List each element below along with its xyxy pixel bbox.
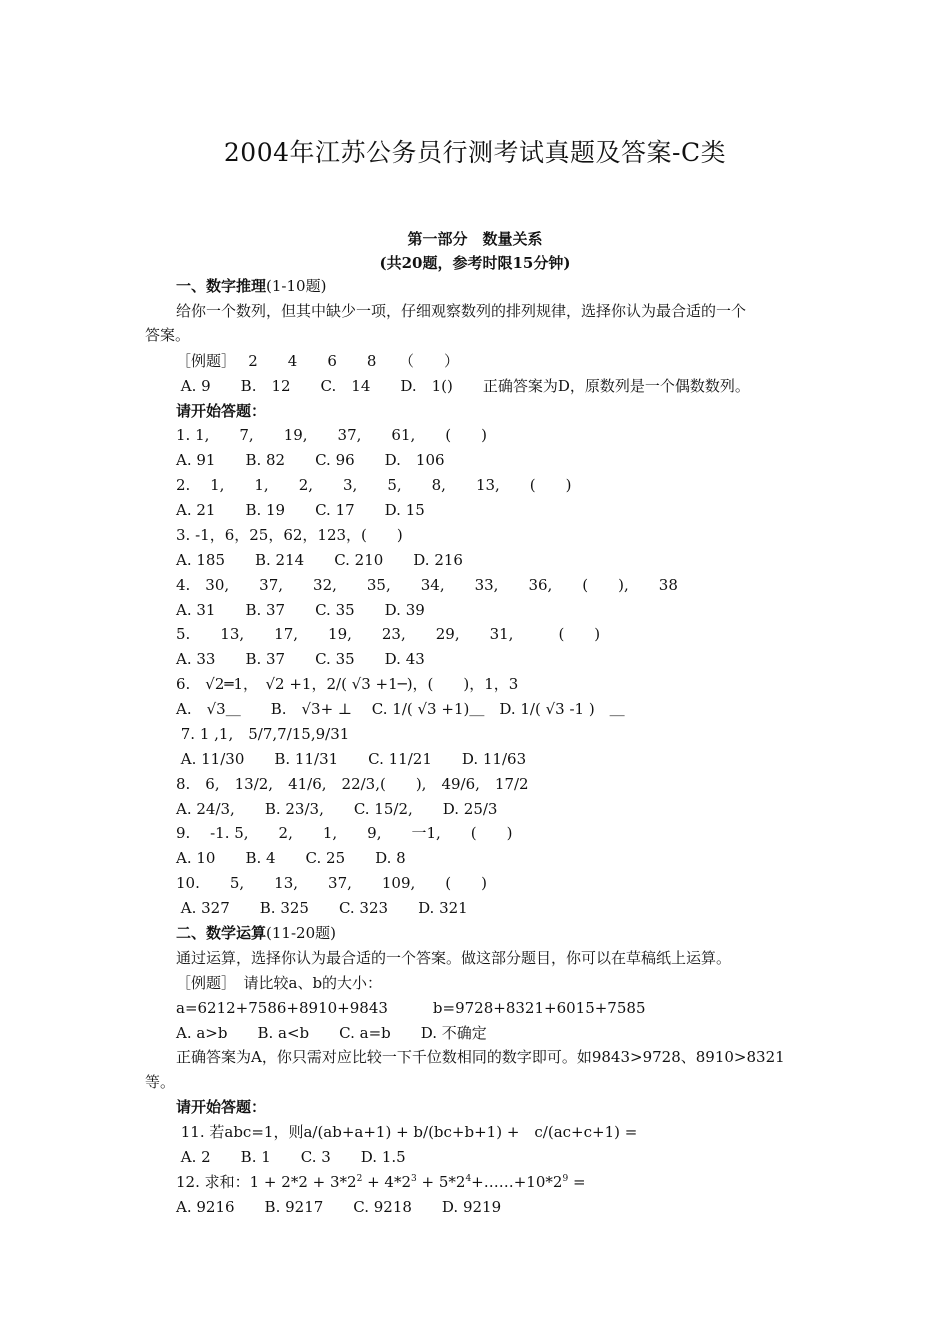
section2-example-label: ［例题］ 请比较a、b的大小：: [176, 974, 383, 992]
question-12-part: +……+10*2: [471, 1173, 563, 1191]
question-3: 3. -1，6，25，62，123，( ): [176, 526, 403, 544]
section1-example-options: A. 9 B. 12 C. 14 D. 1() 正确答案为D，原数列是一个偶数数列。: [176, 377, 750, 395]
question-12-exponent: 4: [465, 1174, 472, 1184]
question-4: 4. 30, 37, 32, 35, 34, 33, 36, ( ), 38: [176, 576, 678, 594]
question-12-part: 12. 求和：1 + 2*2 + 3*2: [176, 1173, 357, 1191]
section2-heading-range: (11-20题): [266, 924, 336, 942]
question-8-options: A. 24/3, B. 23/3, C. 15/2, D. 25/3: [176, 800, 498, 818]
question-6-options: A. √3＿ B. √3+ ⊥ C. 1/( √3 +1)＿ D. 1/( √3 -1 ) ＿: [176, 700, 625, 718]
question-12-exponent: 2: [356, 1174, 363, 1184]
question-5-options: A. 33 B. 37 C. 35 D. 43: [176, 650, 425, 668]
section1-intro-line2: 答案。: [145, 326, 191, 344]
question-4-options: A. 31 B. 37 C. 35 D. 39: [176, 601, 425, 619]
section1-heading: [176, 276, 326, 296]
question-12-options: A. 9216 B. 9217 C. 9218 D. 9219: [176, 1198, 502, 1216]
part-subheading: (共20题，参考时限15分钟): [379, 254, 571, 272]
section2-start: 请开始答题：: [176, 1098, 267, 1116]
question-10: 10. 5, 13, 37, 109, ( ): [176, 874, 487, 892]
question-11: 11. 若abc=1，则a/(ab+a+1) + b/(bc+b+1) + c/(ac+c+1) =: [176, 1123, 638, 1141]
question-1: 1. 1, 7, 19, 37, 61, ( ): [176, 426, 487, 444]
question-7-options: A. 11/30 B. 11/31 C. 11/21 D. 11/63: [176, 750, 527, 768]
question-2: 2. 1, 1, 2, 3, 5, 8, 13, ( ): [176, 476, 572, 494]
section2-explain-line2: 等。: [145, 1073, 176, 1091]
question-12-exponent: 3: [411, 1174, 417, 1184]
section2-intro: 通过运算，选择你认为最合适的一个答案。做这部分题目，你可以在草稿纸上运算。: [176, 949, 732, 967]
section1-intro-line1: 给你一个数列，但其中缺少一项，仔细观察数列的排列规律，选择你认为最合适的一个: [176, 302, 747, 320]
section2-example-values: a=6212+7586+8910+9843 b=9728+8321+6015+7585: [176, 999, 646, 1017]
question-12: [176, 1172, 586, 1192]
question-12-part: =: [568, 1173, 586, 1191]
question-12-part: + 5*2: [416, 1173, 466, 1191]
question-11-options: A. 2 B. 1 C. 3 D. 1.5: [176, 1148, 406, 1166]
section1-heading-label: 一、数字推理: [176, 277, 267, 295]
question-10-options: A. 327 B. 325 C. 323 D. 321: [176, 899, 468, 917]
question-2-options: A. 21 B. 19 C. 17 D. 15: [176, 501, 425, 519]
question-12-part: + 4*2: [362, 1173, 411, 1191]
section1-start: 请开始答题：: [176, 402, 267, 420]
section2-example-options: A. a>b B. a<b C. a=b D. 不确定: [176, 1024, 487, 1042]
section1-heading-range: (1-10题): [266, 277, 327, 295]
question-5: 5. 13, 17, 19, 23, 29, 31, ( ): [176, 625, 601, 643]
section2-heading-label: 二、数学运算: [176, 924, 267, 942]
section2-heading: [176, 923, 336, 943]
question-8: 8. 6, 13/2, 41/6, 22/3,( ), 49/6, 17/2: [176, 775, 529, 793]
question-9: 9. -1. 5, 2, 1, 9, 一1, ( ): [176, 824, 513, 842]
question-1-options: A. 91 B. 82 C. 96 D. 106: [176, 451, 445, 469]
section1-example: ［例题］ 2 4 6 8 （ ）: [176, 352, 459, 370]
question-3-options: A. 185 B. 214 C. 210 D. 216: [176, 551, 463, 569]
document-title: 2004年江苏公务员行测考试真题及答案-C类: [223, 138, 727, 167]
question-7: 7. 1 ,1, 5/7,7/15,9/31: [176, 725, 350, 743]
section2-explain-line1: 正确答案为A，你只需对应比较一下千位数相同的数字即可。如9843>9728、8910>8321: [176, 1048, 785, 1066]
part-heading: 第一部分 数量关系: [407, 230, 543, 248]
question-6: 6. √2═1， √2 +1，2/( √3 +1─)，( )，1，3: [176, 675, 519, 693]
question-9-options: A. 10 B. 4 C. 25 D. 8: [176, 849, 406, 867]
question-12-exponent: 9: [562, 1174, 569, 1184]
